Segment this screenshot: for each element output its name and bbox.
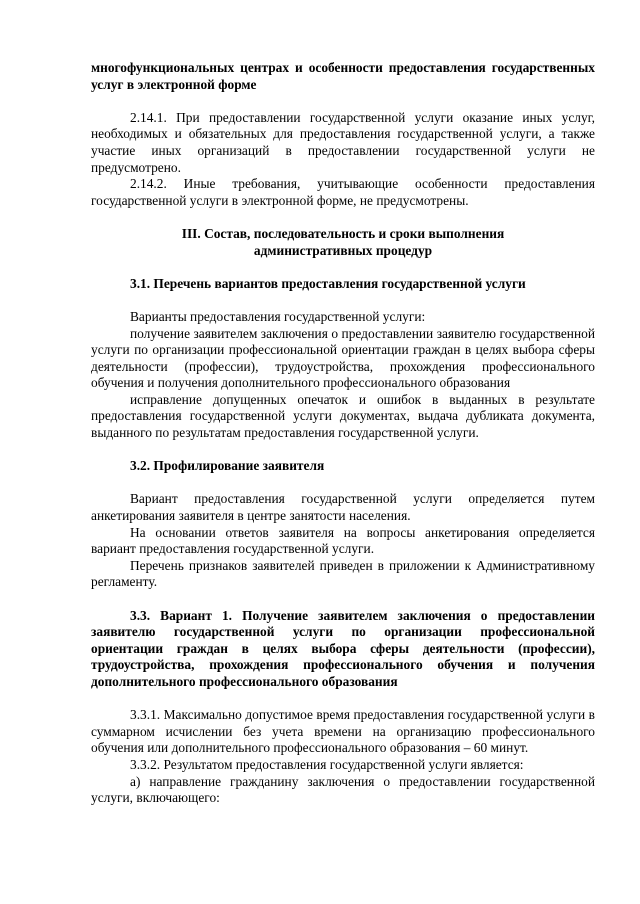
paragraph-3-3-2: 3.3.2. Результатом предоставления государственной услуги является: [130, 756, 524, 772]
heading-3-2: 3.2. Профилирование заявителя [130, 458, 325, 474]
paragraph-3-3-2-a: а) направление гражданину заключения о предоставлении государственной услуги, включающего: [91, 773, 595, 806]
intro-heading: многофункциональных центрах и особенности предоставления государственных услуг в электронной форме [91, 60, 595, 92]
paragraph-2-14-2: 2.14.2. Иные требования, учитывающие особенности предоставления государственной услуги в электронной форме, не предусмотрены. [91, 176, 595, 208]
paragraph-3-2-c: Перечень признаков заявителей приведен в приложении к Административному регламенту. [91, 557, 595, 590]
paragraph-3-2-b: На основании ответов заявителя на вопросы анкетирования определяется вариант предоставления государственной услуги. [91, 524, 595, 557]
heading-3-3: 3.3. Вариант 1. Получение заявителем заключения о предоставлении заявителю государственной услуги по организации профессиональной ориентации граждан в целях выбора сферы деятельности (профессии), трудоустройства, прохождения профессионального обучения и получения дополнительного профессионального образования [91, 607, 595, 689]
variants-intro: Варианты предоставления государственной услуги: [130, 308, 426, 324]
heading-3-1: 3.1. Перечень вариантов предоставления государственной услуги [130, 275, 526, 291]
section-3-title-line-1: III. Состав, последовательность и сроки выполнения [181, 225, 505, 241]
variant-2: исправление допущенных опечаток и ошибок в выданных в результате предоставления государственной услуги документах, выдача дубликата документа, выданного по результатам предоставления государственной услуги. [91, 391, 595, 441]
paragraph-3-2-a: Вариант предоставления государственной услуги определяется путем анкетирования заявителя в центре занятости населения. [91, 491, 595, 524]
paragraph-2-14-1: 2.14.1. При предоставлении государственной услуги оказание иных услуг, необходимых и обязательных для предоставления государственной услуги, а также участие иных организаций в предоставлении государственной услуги не предусмотрено. [91, 109, 595, 175]
paragraph-3-3-1: 3.3.1. Максимально допустимое время предоставления государственной услуги в суммарном исчислении без учета времени на организацию профессионального обучения или дополнительного профессионального образования – 60 минут. [91, 707, 595, 756]
section-3-title-line-2: административных процедур [253, 242, 433, 258]
variant-1: получение заявителем заключения о предоставлении заявителю государственной услуги по организации профессиональной ориентации граждан в целях выбора сферы деятельности (профессии), трудоустройства, прохождения профессионального обучения и получения дополнительного профессионального образования [91, 325, 595, 391]
